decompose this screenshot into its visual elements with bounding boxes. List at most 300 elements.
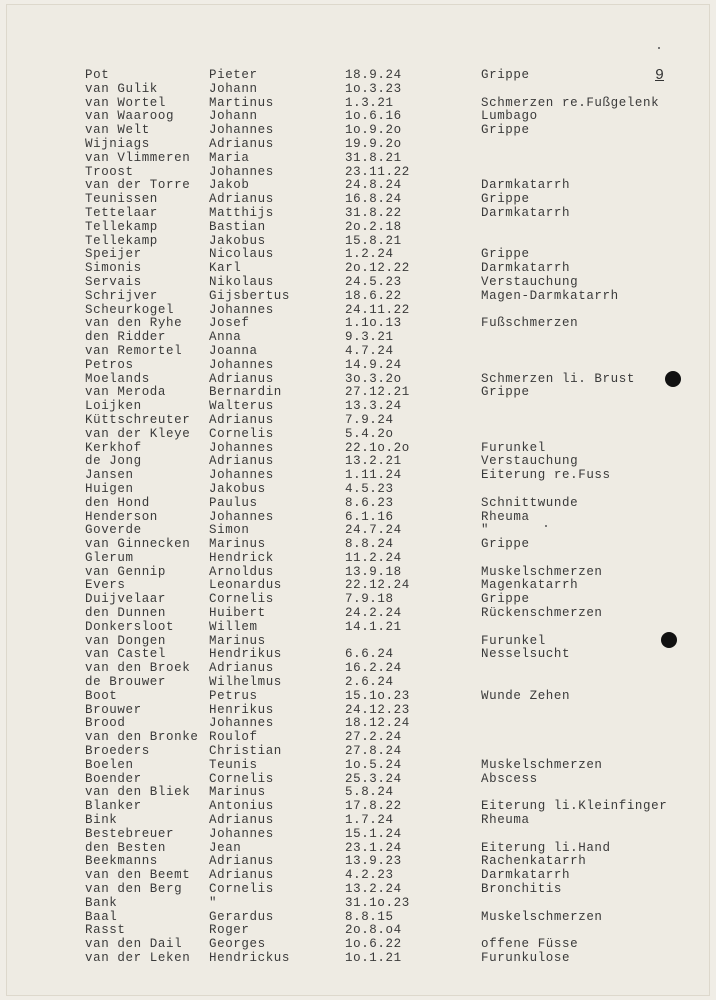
given-name: Nikolaus xyxy=(209,274,274,289)
surname: Bank xyxy=(85,895,118,910)
list-item xyxy=(7,276,711,290)
given-name: Jakobus xyxy=(209,233,266,248)
birth-date: 25.3.24 xyxy=(345,771,402,786)
given-name: Martinus xyxy=(209,95,274,110)
paper-mark xyxy=(658,47,660,49)
diagnosis: Darmkatarrh xyxy=(481,178,571,193)
list-item xyxy=(7,607,711,621)
birth-date: 1.1o.13 xyxy=(345,316,402,331)
list-item xyxy=(7,359,711,373)
surname: Broeders xyxy=(85,744,150,759)
birth-date: 1.11.24 xyxy=(345,468,402,483)
surname: Henderson xyxy=(85,509,158,524)
birth-date: 1.3.21 xyxy=(345,95,394,110)
given-name: Adrianus xyxy=(209,868,274,883)
birth-date: 31.8.22 xyxy=(345,205,402,220)
diagnosis: Verstauchung xyxy=(481,274,579,289)
list-item xyxy=(7,800,711,814)
list-item xyxy=(7,179,711,193)
list-item xyxy=(7,593,711,607)
given-name: Wilhelmus xyxy=(209,675,282,690)
given-name: Adrianus xyxy=(209,412,274,427)
given-name: Johannes xyxy=(209,164,274,179)
surname: van den Bronke xyxy=(85,730,199,745)
list-item xyxy=(7,648,711,662)
birth-date: 1o.6.22 xyxy=(345,937,402,952)
surname: Huigen xyxy=(85,481,134,496)
given-name: Cornelis xyxy=(209,592,274,607)
surname: Kerkhof xyxy=(85,440,142,455)
list-item xyxy=(7,924,711,938)
birth-date: 13.2.21 xyxy=(345,454,402,469)
surname: Brouwer xyxy=(85,702,142,717)
list-item xyxy=(7,786,711,800)
given-name: Cornelis xyxy=(209,771,274,786)
list-item xyxy=(7,248,711,262)
list-item xyxy=(7,566,711,580)
birth-date: 24.2.24 xyxy=(345,606,402,621)
given-name: Gijsbertus xyxy=(209,288,291,303)
diagnosis: Verstauchung xyxy=(481,454,579,469)
list-item xyxy=(7,511,711,525)
given-name: Hendrick xyxy=(209,550,274,565)
surname: van den Bliek xyxy=(85,785,191,800)
list-item xyxy=(7,552,711,566)
surname: van Gennip xyxy=(85,564,167,579)
list-item xyxy=(7,938,711,952)
surname: Tellekamp xyxy=(85,219,158,234)
birth-date: 27.8.24 xyxy=(345,744,402,759)
given-name: Huibert xyxy=(209,606,266,621)
surname: Bestebreuer xyxy=(85,826,175,841)
birth-date: 24.11.22 xyxy=(345,302,410,317)
given-name: Adrianus xyxy=(209,136,274,151)
given-name: Johann xyxy=(209,109,258,124)
birth-date: 5.8.24 xyxy=(345,785,394,800)
birth-date: 5.4.2o xyxy=(345,426,394,441)
list-item xyxy=(7,855,711,869)
surname: van der Kleye xyxy=(85,426,191,441)
list-item xyxy=(7,262,711,276)
birth-date: 23.1.24 xyxy=(345,840,402,855)
given-name: Antonius xyxy=(209,799,274,814)
given-name: Georges xyxy=(209,937,266,952)
list-item xyxy=(7,483,711,497)
diagnosis: Rheuma xyxy=(481,509,530,524)
birth-date: 7.9.24 xyxy=(345,412,394,427)
list-item xyxy=(7,579,711,593)
birth-date: 14.1.21 xyxy=(345,619,402,634)
given-name: Gerardus xyxy=(209,909,274,924)
given-name: Adrianus xyxy=(209,192,274,207)
surname: van Wortel xyxy=(85,95,167,110)
given-name: Roulof xyxy=(209,730,258,745)
given-name: Johannes xyxy=(209,440,274,455)
given-name: Marinus xyxy=(209,785,266,800)
birth-date: 23.11.22 xyxy=(345,164,410,179)
list-item xyxy=(7,124,711,138)
given-name: Karl xyxy=(209,261,242,276)
given-name: Marinus xyxy=(209,537,266,552)
list-item xyxy=(7,469,711,483)
list-item xyxy=(7,704,711,718)
birth-date: 27.2.24 xyxy=(345,730,402,745)
birth-date: 7.9.18 xyxy=(345,592,394,607)
surname: Boot xyxy=(85,688,118,703)
birth-date: 15.1.24 xyxy=(345,826,402,841)
surname: den Ridder xyxy=(85,330,167,345)
surname: Jansen xyxy=(85,468,134,483)
diagnosis: Schnittwunde xyxy=(481,495,579,510)
birth-date: 31.1o.23 xyxy=(345,895,410,910)
given-name: Nicolaus xyxy=(209,247,274,262)
surname: Loijken xyxy=(85,399,142,414)
birth-date: 2o.2.18 xyxy=(345,219,402,234)
diagnosis: Rheuma xyxy=(481,813,530,828)
birth-date: 1.2.24 xyxy=(345,247,394,262)
given-name: Roger xyxy=(209,923,250,938)
birth-date: 9.3.21 xyxy=(345,330,394,345)
given-name: Adrianus xyxy=(209,813,274,828)
birth-date: 27.12.21 xyxy=(345,385,410,400)
diagnosis: Grippe xyxy=(481,68,530,82)
birth-date: 2o.12.22 xyxy=(345,261,410,276)
birth-date: 2.6.24 xyxy=(345,675,394,690)
surname: van Welt xyxy=(85,123,150,138)
list-item xyxy=(7,207,711,221)
surname: van Ginnecken xyxy=(85,537,191,552)
given-name: Hendrikus xyxy=(209,647,282,662)
given-name: Adrianus xyxy=(209,854,274,869)
surname: van der Torre xyxy=(85,178,191,193)
given-name: Matthijs xyxy=(209,205,274,220)
list-item xyxy=(7,97,711,111)
list-item xyxy=(7,331,711,345)
list-item xyxy=(7,497,711,511)
list-item xyxy=(7,152,711,166)
surname: Speijer xyxy=(85,247,142,262)
list-item xyxy=(7,166,711,180)
birth-date: 4.7.24 xyxy=(345,343,394,358)
given-name: Willem xyxy=(209,619,258,634)
birth-date: 11.2.24 xyxy=(345,550,402,565)
surname: Pot xyxy=(85,68,110,82)
diagnosis: Muskelschmerzen xyxy=(481,909,603,924)
diagnosis: Schmerzen li. Brust xyxy=(481,371,635,386)
surname: van Gulik xyxy=(85,81,158,96)
list-item xyxy=(7,235,711,249)
birth-date: 22.1o.2o xyxy=(345,440,410,455)
diagnosis: Grippe xyxy=(481,385,530,400)
birth-date: 1o.5.24 xyxy=(345,757,402,772)
birth-date: 4.2.23 xyxy=(345,868,394,883)
list-item xyxy=(7,110,711,124)
given-name: Cornelis xyxy=(209,882,274,897)
birth-date: 1o.9.2o xyxy=(345,123,402,138)
given-name: Marinus xyxy=(209,633,266,648)
diagnosis: Magen-Darmkatarrh xyxy=(481,288,619,303)
birth-date: 13.2.24 xyxy=(345,882,402,897)
diagnosis: Eiterung li.Hand xyxy=(481,840,611,855)
punch-hole xyxy=(661,632,677,648)
diagnosis: Eiterung re.Fuss xyxy=(481,468,611,483)
given-name: Paulus xyxy=(209,495,258,510)
list-item xyxy=(7,690,711,704)
surname: den Dunnen xyxy=(85,606,167,621)
birth-date: 24.12.23 xyxy=(345,702,410,717)
diagnosis: Eiterung li.Kleinfinger xyxy=(481,799,668,814)
surname: Scheurkogel xyxy=(85,302,175,317)
birth-date: 1o.3.23 xyxy=(345,81,402,96)
birth-date: 15.8.21 xyxy=(345,233,402,248)
diagnosis: offene Füsse xyxy=(481,937,579,952)
surname: van Waaroog xyxy=(85,109,175,124)
diagnosis: Fußschmerzen xyxy=(481,316,579,331)
list-item xyxy=(7,773,711,787)
birth-date: 22.12.24 xyxy=(345,578,410,593)
list-item xyxy=(7,455,711,469)
diagnosis: Grippe xyxy=(481,123,530,138)
list-item xyxy=(7,538,711,552)
list-item xyxy=(7,814,711,828)
diagnosis: Darmkatarrh xyxy=(481,205,571,220)
surname: Duijvelaar xyxy=(85,592,167,607)
given-name: Christian xyxy=(209,744,282,759)
surname: Tettelaar xyxy=(85,205,158,220)
diagnosis: " xyxy=(481,523,490,538)
surname: den Besten xyxy=(85,840,167,855)
birth-date: 1.7.24 xyxy=(345,813,394,828)
diagnosis: Furunkel xyxy=(481,633,546,648)
list-item xyxy=(7,635,711,649)
diagnosis: Grippe xyxy=(481,592,530,607)
birth-date: 2o.8.o4 xyxy=(345,923,402,938)
list-item xyxy=(7,138,711,152)
list-item xyxy=(7,717,711,731)
list-item xyxy=(7,69,711,83)
given-name: Johannes xyxy=(209,302,274,317)
birth-date: 16.2.24 xyxy=(345,661,402,676)
list-item xyxy=(7,828,711,842)
given-name: Leonardus xyxy=(209,578,282,593)
diagnosis: Schmerzen re.Fußgelenk xyxy=(481,95,660,110)
birth-date: 1o.1.21 xyxy=(345,951,402,965)
list-item xyxy=(7,911,711,925)
surname: van den Dail xyxy=(85,937,183,952)
list-item xyxy=(7,414,711,428)
surname: Küttschreuter xyxy=(85,412,191,427)
birth-date: 3o.3.2o xyxy=(345,371,402,386)
surname: Donkersloot xyxy=(85,619,175,634)
list-item xyxy=(7,745,711,759)
diagnosis: Grippe xyxy=(481,247,530,262)
list-item xyxy=(7,400,711,414)
given-name: Johann xyxy=(209,81,258,96)
surname: van Meroda xyxy=(85,385,167,400)
diagnosis: Darmkatarrh xyxy=(481,868,571,883)
given-name: Simon xyxy=(209,523,250,538)
birth-date: 18.6.22 xyxy=(345,288,402,303)
surname: van der Leken xyxy=(85,951,191,965)
surname: Rasst xyxy=(85,923,126,938)
given-name: Petrus xyxy=(209,688,258,703)
surname: Bink xyxy=(85,813,118,828)
diagnosis: Grippe xyxy=(481,537,530,552)
diagnosis: Darmkatarrh xyxy=(481,261,571,276)
document-page xyxy=(6,4,710,996)
list-item xyxy=(7,373,711,387)
list-item xyxy=(7,759,711,773)
list-item xyxy=(7,83,711,97)
given-name: Johannes xyxy=(209,716,274,731)
surname: Wijniags xyxy=(85,136,150,151)
diagnosis: Muskelschmerzen xyxy=(481,564,603,579)
given-name: Joanna xyxy=(209,343,258,358)
surname: van den Ryhe xyxy=(85,316,183,331)
list-item xyxy=(7,897,711,911)
list-item xyxy=(7,386,711,400)
birth-date: 8.8.15 xyxy=(345,909,394,924)
surname: van Castel xyxy=(85,647,167,662)
list-item xyxy=(7,524,711,538)
list-item xyxy=(7,869,711,883)
given-name: Adrianus xyxy=(209,661,274,676)
given-name: Josef xyxy=(209,316,250,331)
given-name: Jean xyxy=(209,840,242,855)
diagnosis: Muskelschmerzen xyxy=(481,757,603,772)
surname: de Brouwer xyxy=(85,675,167,690)
surname: van Vlimmeren xyxy=(85,150,191,165)
birth-date: 16.8.24 xyxy=(345,192,402,207)
given-name: Pieter xyxy=(209,68,258,82)
surname: van den Broek xyxy=(85,661,191,676)
punch-hole xyxy=(665,371,681,387)
birth-date: 14.9.24 xyxy=(345,357,402,372)
given-name: Henrikus xyxy=(209,702,274,717)
given-name: Adrianus xyxy=(209,454,274,469)
surname: van den Berg xyxy=(85,882,183,897)
birth-date: 24.7.24 xyxy=(345,523,402,538)
birth-date: 6.1.16 xyxy=(345,509,394,524)
birth-date: 18.12.24 xyxy=(345,716,410,731)
given-name: Jakob xyxy=(209,178,250,193)
diagnosis: Furunkel xyxy=(481,440,546,455)
surname: Troost xyxy=(85,164,134,179)
birth-date: 19.9.2o xyxy=(345,136,402,151)
diagnosis: Magenkatarrh xyxy=(481,578,579,593)
surname: van Remortel xyxy=(85,343,183,358)
list-item xyxy=(7,221,711,235)
given-name: Arnoldus xyxy=(209,564,274,579)
birth-date: 1o.6.16 xyxy=(345,109,402,124)
surname: Schrijver xyxy=(85,288,158,303)
birth-date: 13.3.24 xyxy=(345,399,402,414)
given-name: Jakobus xyxy=(209,481,266,496)
birth-date: 17.8.22 xyxy=(345,799,402,814)
birth-date: 24.8.24 xyxy=(345,178,402,193)
given-name: Bernardin xyxy=(209,385,282,400)
diagnosis: Bronchitis xyxy=(481,882,563,897)
diagnosis: Lumbago xyxy=(481,109,538,124)
list-item xyxy=(7,290,711,304)
given-name: Hendrickus xyxy=(209,951,291,965)
list-item xyxy=(7,952,711,966)
surname: Moelands xyxy=(85,371,150,386)
given-name: Johannes xyxy=(209,468,274,483)
surname: de Jong xyxy=(85,454,142,469)
list-item xyxy=(7,428,711,442)
given-name: Johannes xyxy=(209,123,274,138)
paper-mark xyxy=(545,525,547,527)
given-name: Johannes xyxy=(209,826,274,841)
given-name: Adrianus xyxy=(209,371,274,386)
list-item xyxy=(7,883,711,897)
surname: Boelen xyxy=(85,757,134,772)
surname: Tellekamp xyxy=(85,233,158,248)
list-item xyxy=(7,731,711,745)
surname: Goverde xyxy=(85,523,142,538)
given-name: Cornelis xyxy=(209,426,274,441)
birth-date: 13.9.18 xyxy=(345,564,402,579)
birth-date: 31.8.21 xyxy=(345,150,402,165)
list-item xyxy=(7,621,711,635)
given-name: Maria xyxy=(209,150,250,165)
page-number: 9 xyxy=(655,67,665,84)
diagnosis: Rückenschmerzen xyxy=(481,606,603,621)
list-item xyxy=(7,842,711,856)
given-name: Bastian xyxy=(209,219,266,234)
diagnosis: Furunkulose xyxy=(481,951,571,965)
surname: van den Beemt xyxy=(85,868,191,883)
list-item xyxy=(7,345,711,359)
birth-date: 4.5.23 xyxy=(345,481,394,496)
diagnosis: Abscess xyxy=(481,771,538,786)
list-item xyxy=(7,442,711,456)
surname: Simonis xyxy=(85,261,142,276)
surname: Beekmanns xyxy=(85,854,158,869)
list-item xyxy=(7,193,711,207)
diagnosis: Nesselsucht xyxy=(481,647,571,662)
given-name: " xyxy=(209,895,218,910)
diagnosis: Grippe xyxy=(481,192,530,207)
list-item xyxy=(7,676,711,690)
diagnosis: Rachenkatarrh xyxy=(481,854,587,869)
surname: Boender xyxy=(85,771,142,786)
diagnosis: Wunde Zehen xyxy=(481,688,571,703)
surname: Evers xyxy=(85,578,126,593)
surname: Blanker xyxy=(85,799,142,814)
given-name: Teunis xyxy=(209,757,258,772)
birth-date: 24.5.23 xyxy=(345,274,402,289)
given-name: Anna xyxy=(209,330,242,345)
list-item xyxy=(7,662,711,676)
patient-list xyxy=(7,69,711,966)
surname: Brood xyxy=(85,716,126,731)
birth-date: 18.9.24 xyxy=(345,68,402,82)
surname: van Dongen xyxy=(85,633,167,648)
surname: Servais xyxy=(85,274,142,289)
birth-date: 15.1o.23 xyxy=(345,688,410,703)
list-item xyxy=(7,317,711,331)
birth-date: 13.9.23 xyxy=(345,854,402,869)
surname: Baal xyxy=(85,909,118,924)
birth-date: 8.8.24 xyxy=(345,537,394,552)
given-name: Johannes xyxy=(209,509,274,524)
given-name: Walterus xyxy=(209,399,274,414)
birth-date: 6.6.24 xyxy=(345,647,394,662)
surname: Petros xyxy=(85,357,134,372)
surname: Teunissen xyxy=(85,192,158,207)
